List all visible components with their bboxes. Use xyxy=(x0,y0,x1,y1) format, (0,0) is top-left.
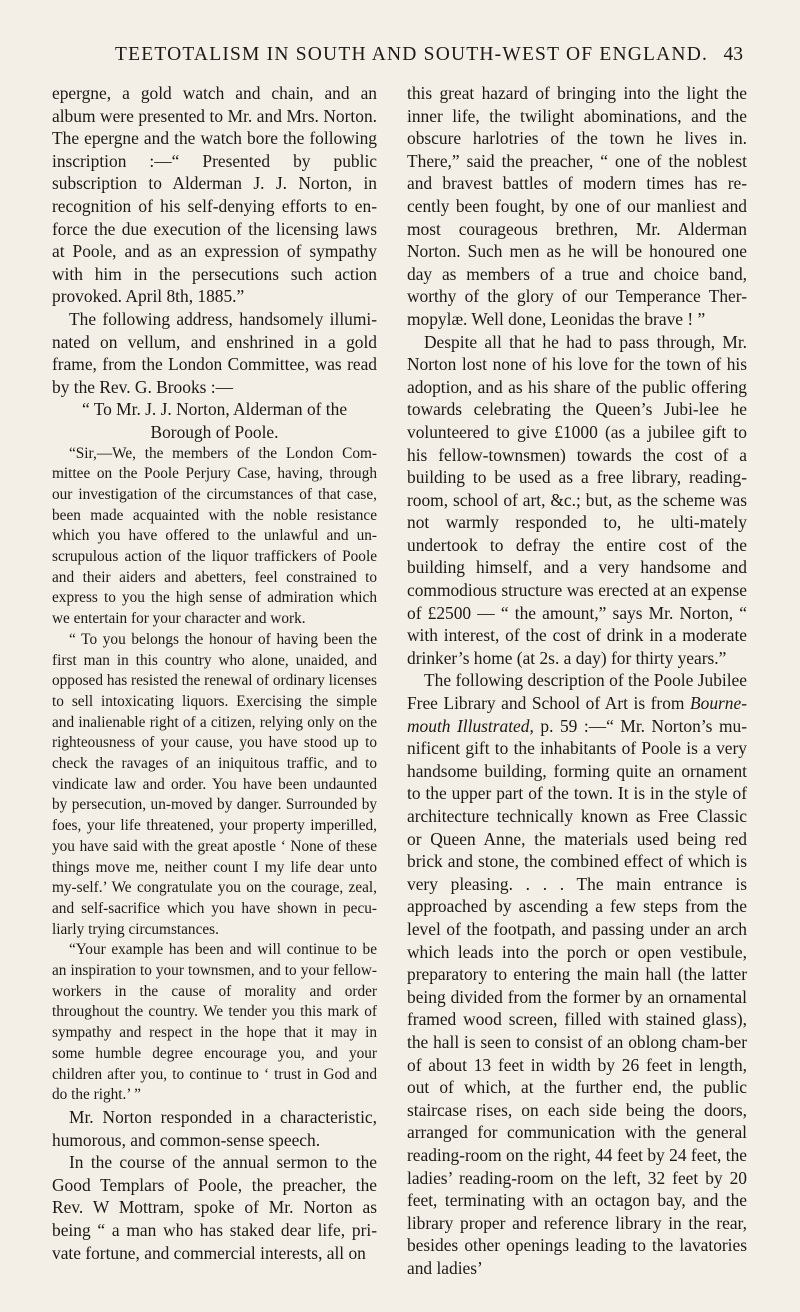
source-title: Bourne-mouth Illustrated xyxy=(407,693,747,736)
running-head xyxy=(0,44,800,74)
paragraph-norton-response: Mr. Norton responded in a characteristic, humorous, and common-sense speech. xyxy=(52,1107,377,1150)
library-description-body: , p. 59 :—“ Mr. Norton’s mu-nificent gift to the inhabitants of Poole is a very handsome building, forming quite an ornament to the upper part of the town. It is in the style of architecture technically known as Free Classic or Queen Anne, the materials used being red brick and stone, the combined effect of which is very pleasing. . . . The main entrance is approached by ascending a few steps from the level of the footpath, and passing under an arch which leads into the porch or open vestibule, preparatory to entering the main hall (the latter being divided from the former by an ornamental framed wood screen, filled with stained glass), the hall is seen to consist of an oblong cham-ber of about 13 feet in width by 26 feet in length, out of which, at the further end, the public staircase rises, on each side being the doors, arranged for communication with the general reading-room on the right, 44 feet by 24 feet, the ladies’ reading-room on the left, 32 feet by 20 feet, terminating with an octagon bay, and the library proper and reference library in the rear, besides other openings leading to the lavatories and ladies’ xyxy=(407,715,747,1278)
paragraph-jubilee-gift: Despite all that he had to pass through, Mr. Norton lost none of his love for the town of his adoption, and as his share of the public offering towards celebrating the Queen’s Jubi-lee he volunteered to give £1000 (as a jubilee gift to his fellow-townsmen) towards the cost of a building to be used as a free library, reading-room, school of art, &c.; but, as the scheme was not warmly responded to, he ulti-mately undertook to defray the entire cost of the building himself, and a very handsome and commodious structure was erected at an expense of £2500 — “ the amount,” says Mr. Norton, “ with interest, of the cost of drink in a moderate drinker’s home (at 2s. a day) for thirty years.” xyxy=(407,331,747,668)
running-title: TEETOTALISM IN SOUTH AND SOUTH-WEST OF ENGLAND. xyxy=(115,44,709,65)
address-paragraph-2: “ To you belongs the honour of having been the first man in this country who alone, unaided, and opposed has resisted the renewal of ordinary licenses to sell intoxicating liquors. Exercising the simple and inalienable right of a citizen, relying only on the righteousness of your cause, you have stood up to check the ravages of an iniquitous traffic, and to vindicate law and order. You have been undaunted by persecution, un-moved by danger. Surrounded by foes, your life threatened, your property imperilled, you have said with the great apostle ‘ None of these things move me, neither count I my life dear unto my-self.’ We congratulate you on the courage, zeal, and self-sacrifice which you have shown in pecu-liarly trying circumstances. xyxy=(52,630,377,938)
paragraph-address-intro: The following address, handsomely illumi-nated on vellum, and enshrined in a gold frame, from the London Committee, was read by the Rev. G. Brooks :— xyxy=(52,308,377,397)
address-paragraph-3: “Your example has been and will continue to be an inspiration to your townsmen, and to your fellow-workers in the cause of morality and order throughout the country. We tender you this mark of sympathy and respect in the hope that it may in some humble degree encourage you, and your children after you, to continue to ‘ trust in God and do the right.’ ” xyxy=(52,941,377,1104)
library-description-intro: The following description of the Poole Jubilee Free Library and School of Art is from xyxy=(407,670,747,714)
page-number: 43 xyxy=(723,44,743,65)
paragraph-epergne: epergne, a gold watch and chain, and an album were presented to Mr. and Mrs. Norton. The epergne and the watch bore the following inscription :—“ Presented by public subscription to Alderman J. J. Norton, in recognition of his self-denying efforts to en-force the due execution of the licensing laws at Poole, and as an expression of sympathy with him in the persecutions such action provoked. April 8th, 1885.” xyxy=(52,83,377,307)
paragraph-sermon: In the course of the annual sermon to the Good Templars of Poole, the preacher, the Rev. W Mottram, spoke of Mr. Norton as being “ a man who has staked dear life, pri-vate fortune, and commercial interests, all on xyxy=(52,1152,377,1263)
address-paragraph-1: “Sir,—We, the members of the London Com-mittee on the Poole Perjury Case, having, through our investigation of the circumstances of that case, been made acquainted with the noble resistance which you have offered to the unlawful and un-scrupulous action of the liquor traffickers of Poole and their aiders and abetters, feel constrained to express to you the high sense of admiration which we entertain for your character and work. xyxy=(52,444,377,628)
address-heading: “ To Mr. J. J. Norton, Alderman of the Borough of Poole. xyxy=(81,399,348,442)
paragraph-library-description xyxy=(407,669,747,1279)
right-column xyxy=(407,82,747,1279)
paragraph-hazard: this great hazard of bringing into the light the inner life, the twilight abominations, and the obscure harlotries of the town he lives in. There,” said the preacher, “ one of the noblest and bravest battles of modern times has re-cently been fought, by one of our manliest and most courageous brethren, Mr. Alderman Norton. Such men as he will be honoured one day as members of a true and choice band, worthy of the glory of our Temperance Ther-mopylæ. Well done, Leonidas the brave ! ” xyxy=(407,83,747,329)
left-column xyxy=(52,82,377,1264)
